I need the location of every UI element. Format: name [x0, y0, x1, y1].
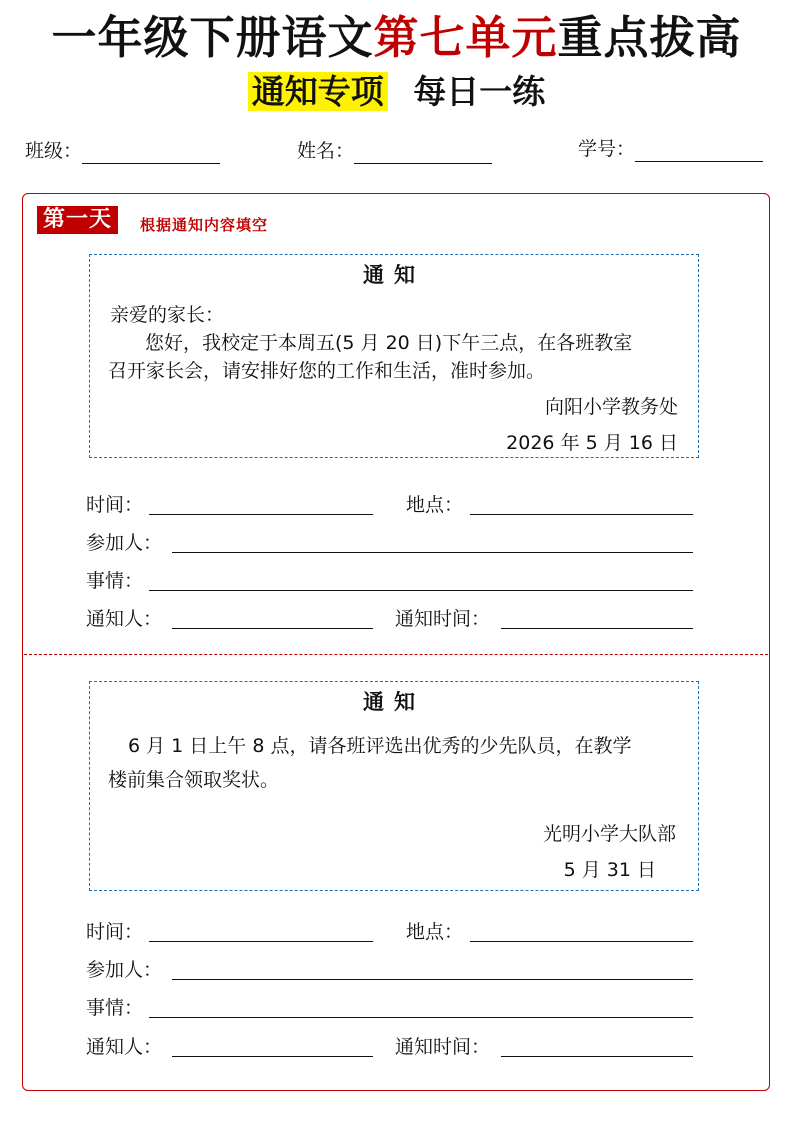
day-badge: 第一天 — [37, 206, 118, 234]
title-part3: 重点拔高 — [557, 11, 742, 64]
notice-time-label-2: 通知时间： — [395, 1036, 491, 1058]
time-answer-line-1[interactable] — [149, 514, 373, 515]
notice-box-2 — [89, 681, 699, 891]
matter-label-2: 事情： — [86, 997, 144, 1019]
time-label-1: 时间： — [86, 494, 144, 516]
notice-1-line2: 召开家长会，请安排好您的工作和生活，准时参加。 — [108, 360, 546, 382]
notice-box-1 — [89, 254, 699, 458]
matter-answer-line-2[interactable] — [149, 1017, 693, 1018]
notice-2-line1: 6 月 1 日上午 8 点，请各班评选出优秀的少先队员，在教学 — [128, 735, 632, 757]
time-answer-line-2[interactable] — [149, 941, 373, 942]
notice-1-title: 通知 — [363, 263, 425, 287]
class-field — [25, 138, 220, 164]
name-field — [297, 138, 492, 164]
subtitle-rest: 每日一练 — [413, 72, 546, 111]
matter-label-1: 事情： — [86, 570, 144, 592]
notice-time-answer-line-2[interactable] — [501, 1056, 693, 1057]
id-label: 学号： — [578, 138, 636, 160]
notice-2-sender: 光明小学大队部 — [542, 823, 676, 845]
notifier-answer-line-1[interactable] — [172, 628, 373, 629]
place-answer-line-2[interactable] — [470, 941, 693, 942]
notifier-label-2: 通知人： — [86, 1036, 163, 1058]
notice-1-date: 2026 年 5 月 16 日 — [506, 432, 678, 454]
matter-answer-line-1[interactable] — [149, 590, 693, 591]
class-input-line[interactable] — [82, 143, 220, 164]
title-part1: 一年级下册语文 — [51, 11, 374, 64]
place-label-2: 地点： — [406, 921, 464, 943]
subtitle-highlight: 通知专项 — [248, 72, 388, 111]
section-divider — [24, 654, 768, 655]
notice-time-label-1: 通知时间： — [395, 608, 491, 630]
title-unit: 第七单元 — [373, 11, 558, 64]
participants-label-2: 参加人： — [86, 959, 163, 981]
notifier-answer-line-2[interactable] — [172, 1056, 373, 1057]
participants-answer-line-1[interactable] — [172, 552, 693, 553]
notice-time-answer-line-1[interactable] — [501, 628, 693, 629]
notice-2-date: 5 月 31 日 — [563, 859, 656, 881]
notice-1-sender: 向阳小学教务处 — [544, 396, 678, 418]
subtitle — [0, 70, 793, 114]
id-input-line[interactable] — [635, 141, 763, 162]
notifier-label-1: 通知人： — [86, 608, 163, 630]
page-title — [0, 10, 793, 66]
notice-2-title: 通知 — [363, 690, 425, 714]
notice-1-greeting: 亲爱的家长： — [110, 304, 225, 326]
place-answer-line-1[interactable] — [470, 514, 693, 515]
time-label-2: 时间： — [86, 921, 144, 943]
instruction-text: 根据通知内容填空 — [140, 216, 269, 234]
name-input-line[interactable] — [354, 143, 492, 164]
class-label: 班级： — [25, 140, 83, 162]
notice-1-line1: 您好，我校定于本周五(5 月 20 日)下午三点，在各班教室 — [145, 332, 633, 354]
participants-label-1: 参加人： — [86, 532, 163, 554]
notice-2-line2: 楼前集合领取奖状。 — [108, 769, 280, 791]
id-field — [578, 136, 763, 162]
name-label: 姓名： — [297, 140, 355, 162]
place-label-1: 地点： — [406, 494, 464, 516]
participants-answer-line-2[interactable] — [172, 979, 693, 980]
